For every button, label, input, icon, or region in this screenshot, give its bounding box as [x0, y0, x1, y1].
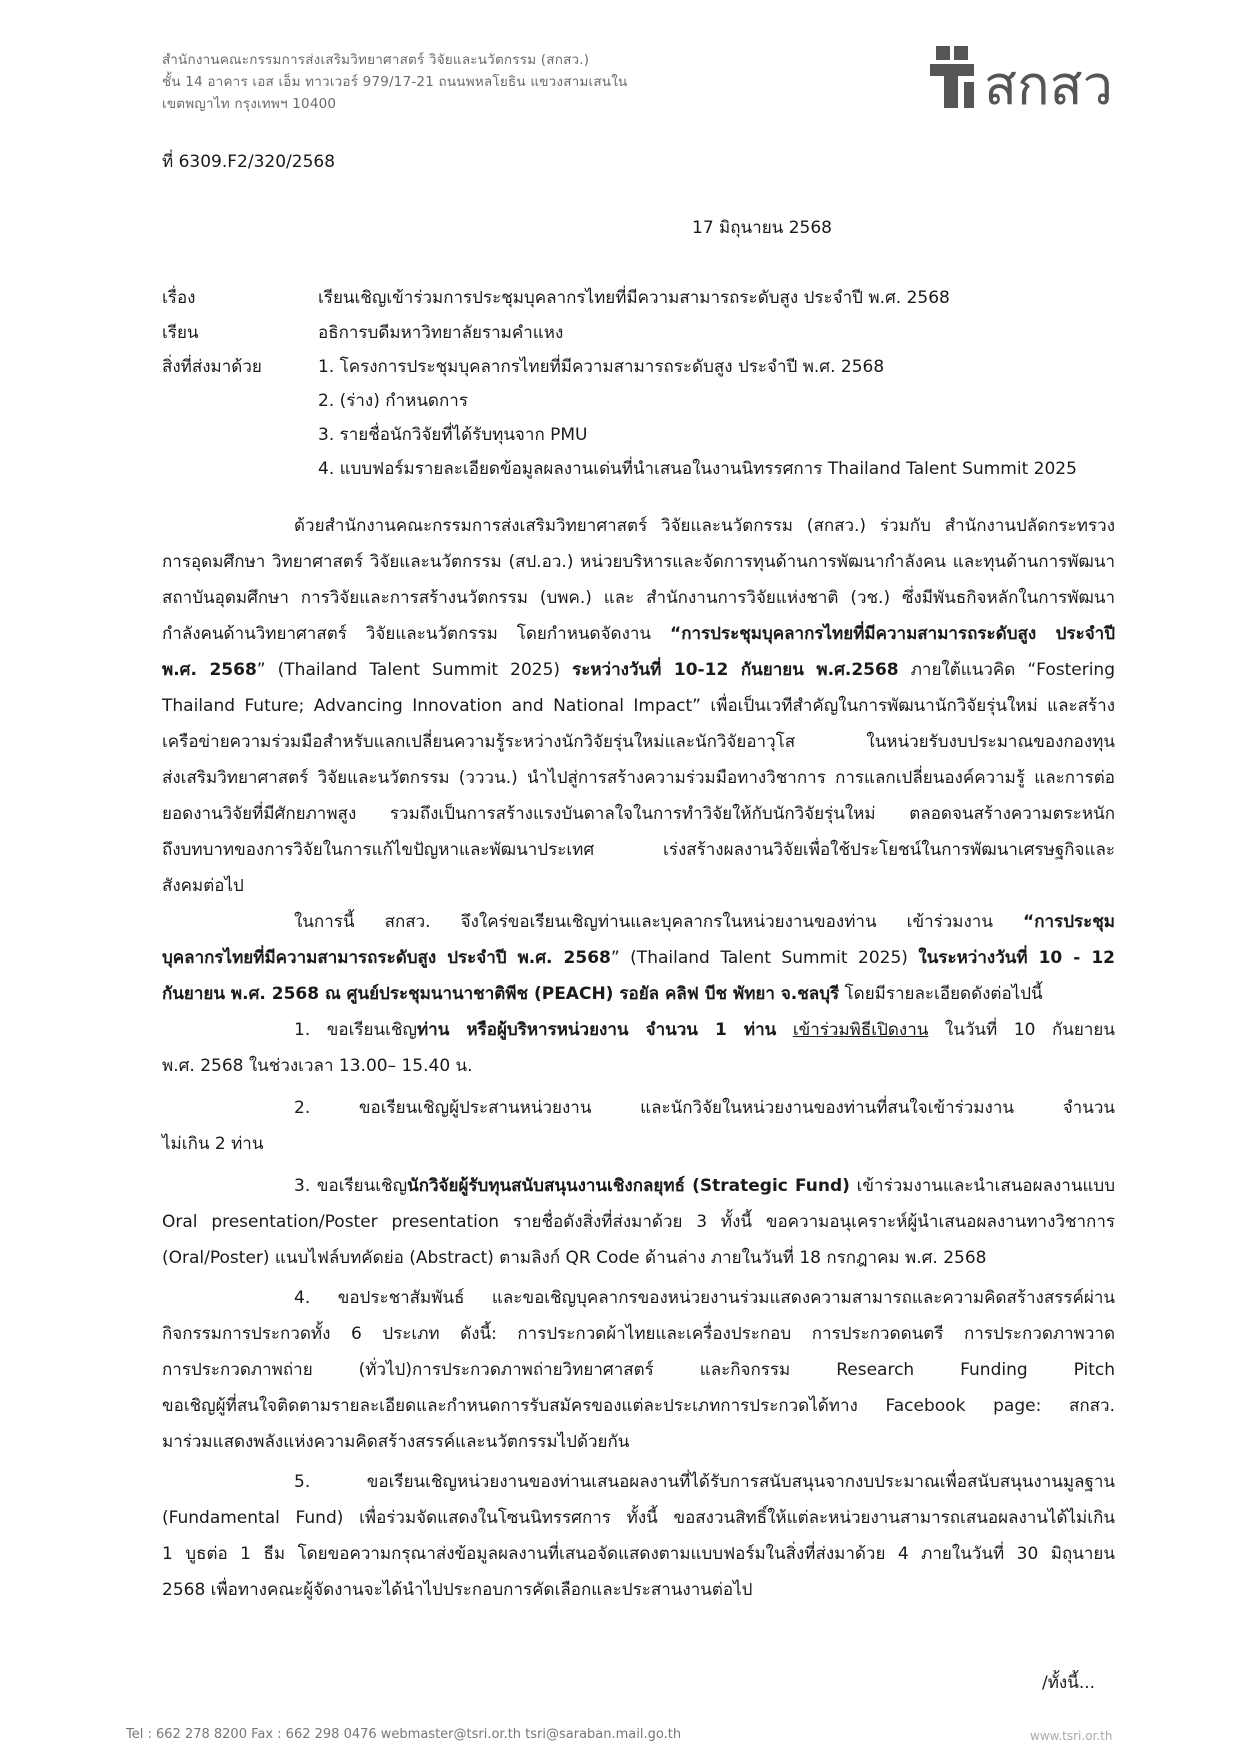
enclosure-item: 2. (ร่าง) กำหนดการ	[318, 391, 468, 411]
footer-contacts: Tel : 662 278 8200 Fax : 662 298 0476 webmaster@tsri.or.th tsri@saraban.mail.go.th	[126, 1727, 682, 1742]
to-text: อธิการบดีมหาวิทยาลัยรามคำแหง	[318, 323, 564, 343]
tsri-logo-mark-icon	[930, 42, 1150, 112]
body-line: กำลังคนด้านวิทยาศาสตร์ วิจัยและนวัตกรรม โดยกำหนดจัดงาน “การประชุมบุคลากรไทยที่มีความสามารถระดับสูง ประจำปี	[162, 624, 1115, 644]
tsri-logo	[930, 42, 1150, 112]
body-line: บุคลากรไทยที่มีความสามารถระดับสูง ประจำปี พ.ศ. 2568” (Thailand Talent Summit 2025) ในระหว่างวันที่ 10 - 12	[162, 948, 1116, 968]
enclosures-label: สิ่งที่ส่งมาด้วย	[162, 357, 262, 377]
body-line: ขอเชิญผู้ที่สนใจติดตามรายละเอียดและกำหนดการรับสมัครของแต่ละประเภทการประกวดได้ทาง Facebook page: สกสว.	[162, 1396, 1115, 1416]
body-line: ยอดงานวิจัยที่มีศักยภาพสูง รวมถึงเป็นการสร้างแรงบันดาลใจในการทำวิจัยให้กับนักวิจัยรุ่นใหม่ ตลอดจนสร้างความตระหนัก	[162, 804, 1115, 824]
body-line: ส่งเสริมวิทยาศาสตร์ วิจัยและนวัตกรรม (วววน.) นำไปสู่การสร้างความร่วมมือทางวิชาการ การแลกเปลี่ยนองค์ความรู้ และการต่อ	[162, 768, 1115, 788]
body-line: Oral presentation/Poster presentation รายชื่อดังสิ่งที่ส่งมาด้วย 3 ทั้งนี้ ขอความอนุเคราะห์ผู้นำเสนอผลงานทางวิชาการ	[162, 1212, 1115, 1232]
body-line: 2. ขอเรียนเชิญผู้ประสานหน่วยงาน และนักวิจัยในหน่วยงานของท่านที่สนใจเข้าร่วมงาน จำนวน	[294, 1098, 1115, 1118]
document-date: 17 มิถุนายน 2568	[692, 218, 832, 238]
body-line: มาร่วมแสดงพลังแห่งความคิดสร้างสรรค์และนวัตกรรมไปด้วยกัน	[162, 1432, 630, 1452]
body-line: 3. ขอเรียนเชิญนักวิจัยผู้รับทุนสนับสนุนงานเชิงกลยุทธ์ (Strategic Fund) เข้าร่วมงานและนำเสนอผลงานแบบ	[294, 1176, 1116, 1196]
logo-text: สกสว	[984, 54, 1113, 112]
body-line: เครือข่ายความร่วมมือสำหรับแลกเปลี่ยนความรู้ระหว่างนักวิจัยรุ่นใหม่และนักวิจัยอาวุโส ในหน่วยรับงบประมาณของกองทุน	[162, 732, 1115, 752]
to-label: เรียน	[162, 323, 199, 343]
enclosure-item: 3. รายชื่อนักวิจัยที่ได้รับทุนจาก PMU	[318, 425, 588, 445]
body-line: ด้วยสำนักงานคณะกรรมการส่งเสริมวิทยาศาสตร์ วิจัยและนวัตกรรม (สกสว.) ร่วมกับ สำนักงานปลัดกระทรวง	[294, 516, 1115, 536]
body-line: 1 บูธต่อ 1 ธีม โดยขอความกรุณาส่งข้อมูลผลงานที่เสนอจัดแสดงตามแบบฟอร์มในสิ่งที่ส่งมาด้วย 4 ภายในวันที่ 30 มิถุนายน	[162, 1544, 1115, 1564]
enclosure-item: 1. โครงการประชุมบุคลากรไทยที่มีความสามารถระดับสูง ประจำปี พ.ศ. 2568	[318, 357, 885, 377]
subject-text: เรียนเชิญเข้าร่วมการประชุมบุคลากรไทยที่มีความสามารถระดับสูง ประจำปี พ.ศ. 2568	[318, 288, 950, 308]
body-line: การอุดมศึกษา วิทยาศาสตร์ วิจัยและนวัตกรรม (สป.อว.) หน่วยบริหารและจัดการทุนด้านการพัฒนากำลังคน และทุนด้านการพัฒนา	[162, 552, 1115, 572]
body-line: (Fundamental Fund) เพื่อร่วมจัดแสดงในโซนนิทรรศการ ทั้งนี้ ขอสงวนสิทธิ์ให้แต่ละหน่วยงานสามารถเสนอผลงานได้ไม่เกิน	[162, 1508, 1115, 1528]
continued-marker: /ทั้งนี้...	[1042, 1673, 1096, 1693]
body-line: การประกวดภาพถ่าย (ทั่วไป)การประกวดภาพถ่ายวิทยาศาสตร์ และกิจกรรม Research Funding Pitch	[162, 1360, 1115, 1380]
org-address-line1: ชั้น 14 อาคาร เอส เอ็ม ทาวเวอร์ 979/17-21 ถนนพหลโยธิน แขวงสามเสนใน	[162, 74, 628, 90]
org-address-line2: เขตพญาไท กรุงเทพฯ 10400	[162, 96, 337, 112]
body-line: พ.ศ. 2568 ในช่วงเวลา 13.00– 15.40 น.	[162, 1056, 473, 1076]
body-line: (Oral/Poster) แนบไฟล์บทคัดย่อ (Abstract) ตามลิงก์ QR Code ด้านล่าง ภายในวันที่ 18 กรกฎาคม พ.ศ. 2568	[162, 1248, 987, 1268]
body-line: 4. ขอประชาสัมพันธ์ และขอเชิญบุคลากรของหน่วยงานร่วมแสดงความสามารถและความคิดสร้างสรรค์ผ่าน	[294, 1288, 1115, 1308]
body-line: ไม่เกิน 2 ท่าน	[162, 1134, 264, 1154]
subject-label: เรื่อง	[162, 288, 196, 308]
body-line: สังคมต่อไป	[162, 876, 244, 896]
body-line: 1. ขอเรียนเชิญท่าน หรือผู้บริหารหน่วยงาน จำนวน 1 ท่าน เข้าร่วมพิธีเปิดงาน ในวันที่ 10 กันยายน	[294, 1020, 1115, 1040]
body-line: กันยายน พ.ศ. 2568 ณ ศูนย์ประชุมนานาชาติพีช (PEACH) รอยัล คลิฟ บีช พัทยา จ.ชลบุรี โดยมีรายละเอียดดังต่อไปนี้	[162, 984, 1043, 1004]
body-line: 2568 เพื่อทางคณะผู้จัดงานจะได้นำไปประกอบการคัดเลือกและประสานงานต่อไป	[162, 1580, 753, 1600]
enclosure-item: 4. แบบฟอร์มรายละเอียดข้อมูลผลงานเด่นที่นำเสนอในงานนิทรรศการ Thailand Talent Summit 2025	[318, 459, 1077, 479]
org-name: สำนักงานคณะกรรมการส่งเสริมวิทยาศาสตร์ วิจัยและนวัตกรรม (สกสว.)	[162, 52, 590, 68]
document-number: ที่ 6309.F2/320/2568	[162, 152, 336, 172]
body-line: 5. ขอเรียนเชิญหน่วยงานของท่านเสนอผลงานที่ได้รับการสนับสนุนจากงบประมาณเพื่อสนับสนุนงานมูลฐาน	[294, 1472, 1115, 1492]
body-line: สถาบันอุดมศึกษา การวิจัยและการสร้างนวัตกรรม (บพค.) และ สำนักงานการวิจัยแห่งชาติ (วช.) ซึ่งมีพันธกิจหลักในการพัฒนา	[162, 588, 1115, 608]
body-line: พ.ศ. 2568” (Thailand Talent Summit 2025) ระหว่างวันที่ 10-12 กันยายน พ.ศ.2568 ภายใต้แนวคิด “Fostering	[162, 660, 1115, 680]
body-line: กิจกรรมการประกวดทั้ง 6 ประเภท ดังนี้: การประกวดผ้าไทยและเครื่องประกอบ การประกวดดนตรี การประกวดภาพวาด	[162, 1324, 1115, 1344]
body-line: ถึงบทบาทของการวิจัยในการแก้ไขปัญหาและพัฒนาประเทศ เร่งสร้างผลงานวิจัยเพื่อใช้ประโยชน์ในการพัฒนาเศรษฐกิจและ	[162, 840, 1115, 860]
body-line: ในการนี้ สกสว. จึงใคร่ขอเรียนเชิญท่านและบุคลากรในหน่วยงานของท่าน เข้าร่วมงาน “การประชุม	[294, 912, 1115, 932]
footer-website: www.tsri.or.th	[1030, 1729, 1113, 1743]
body-line: Thailand Future; Advancing Innovation and National Impact” เพื่อเป็นเวทีสำคัญในการพัฒนานักวิจัยรุ่นใหม่ และสร้าง	[162, 696, 1115, 716]
